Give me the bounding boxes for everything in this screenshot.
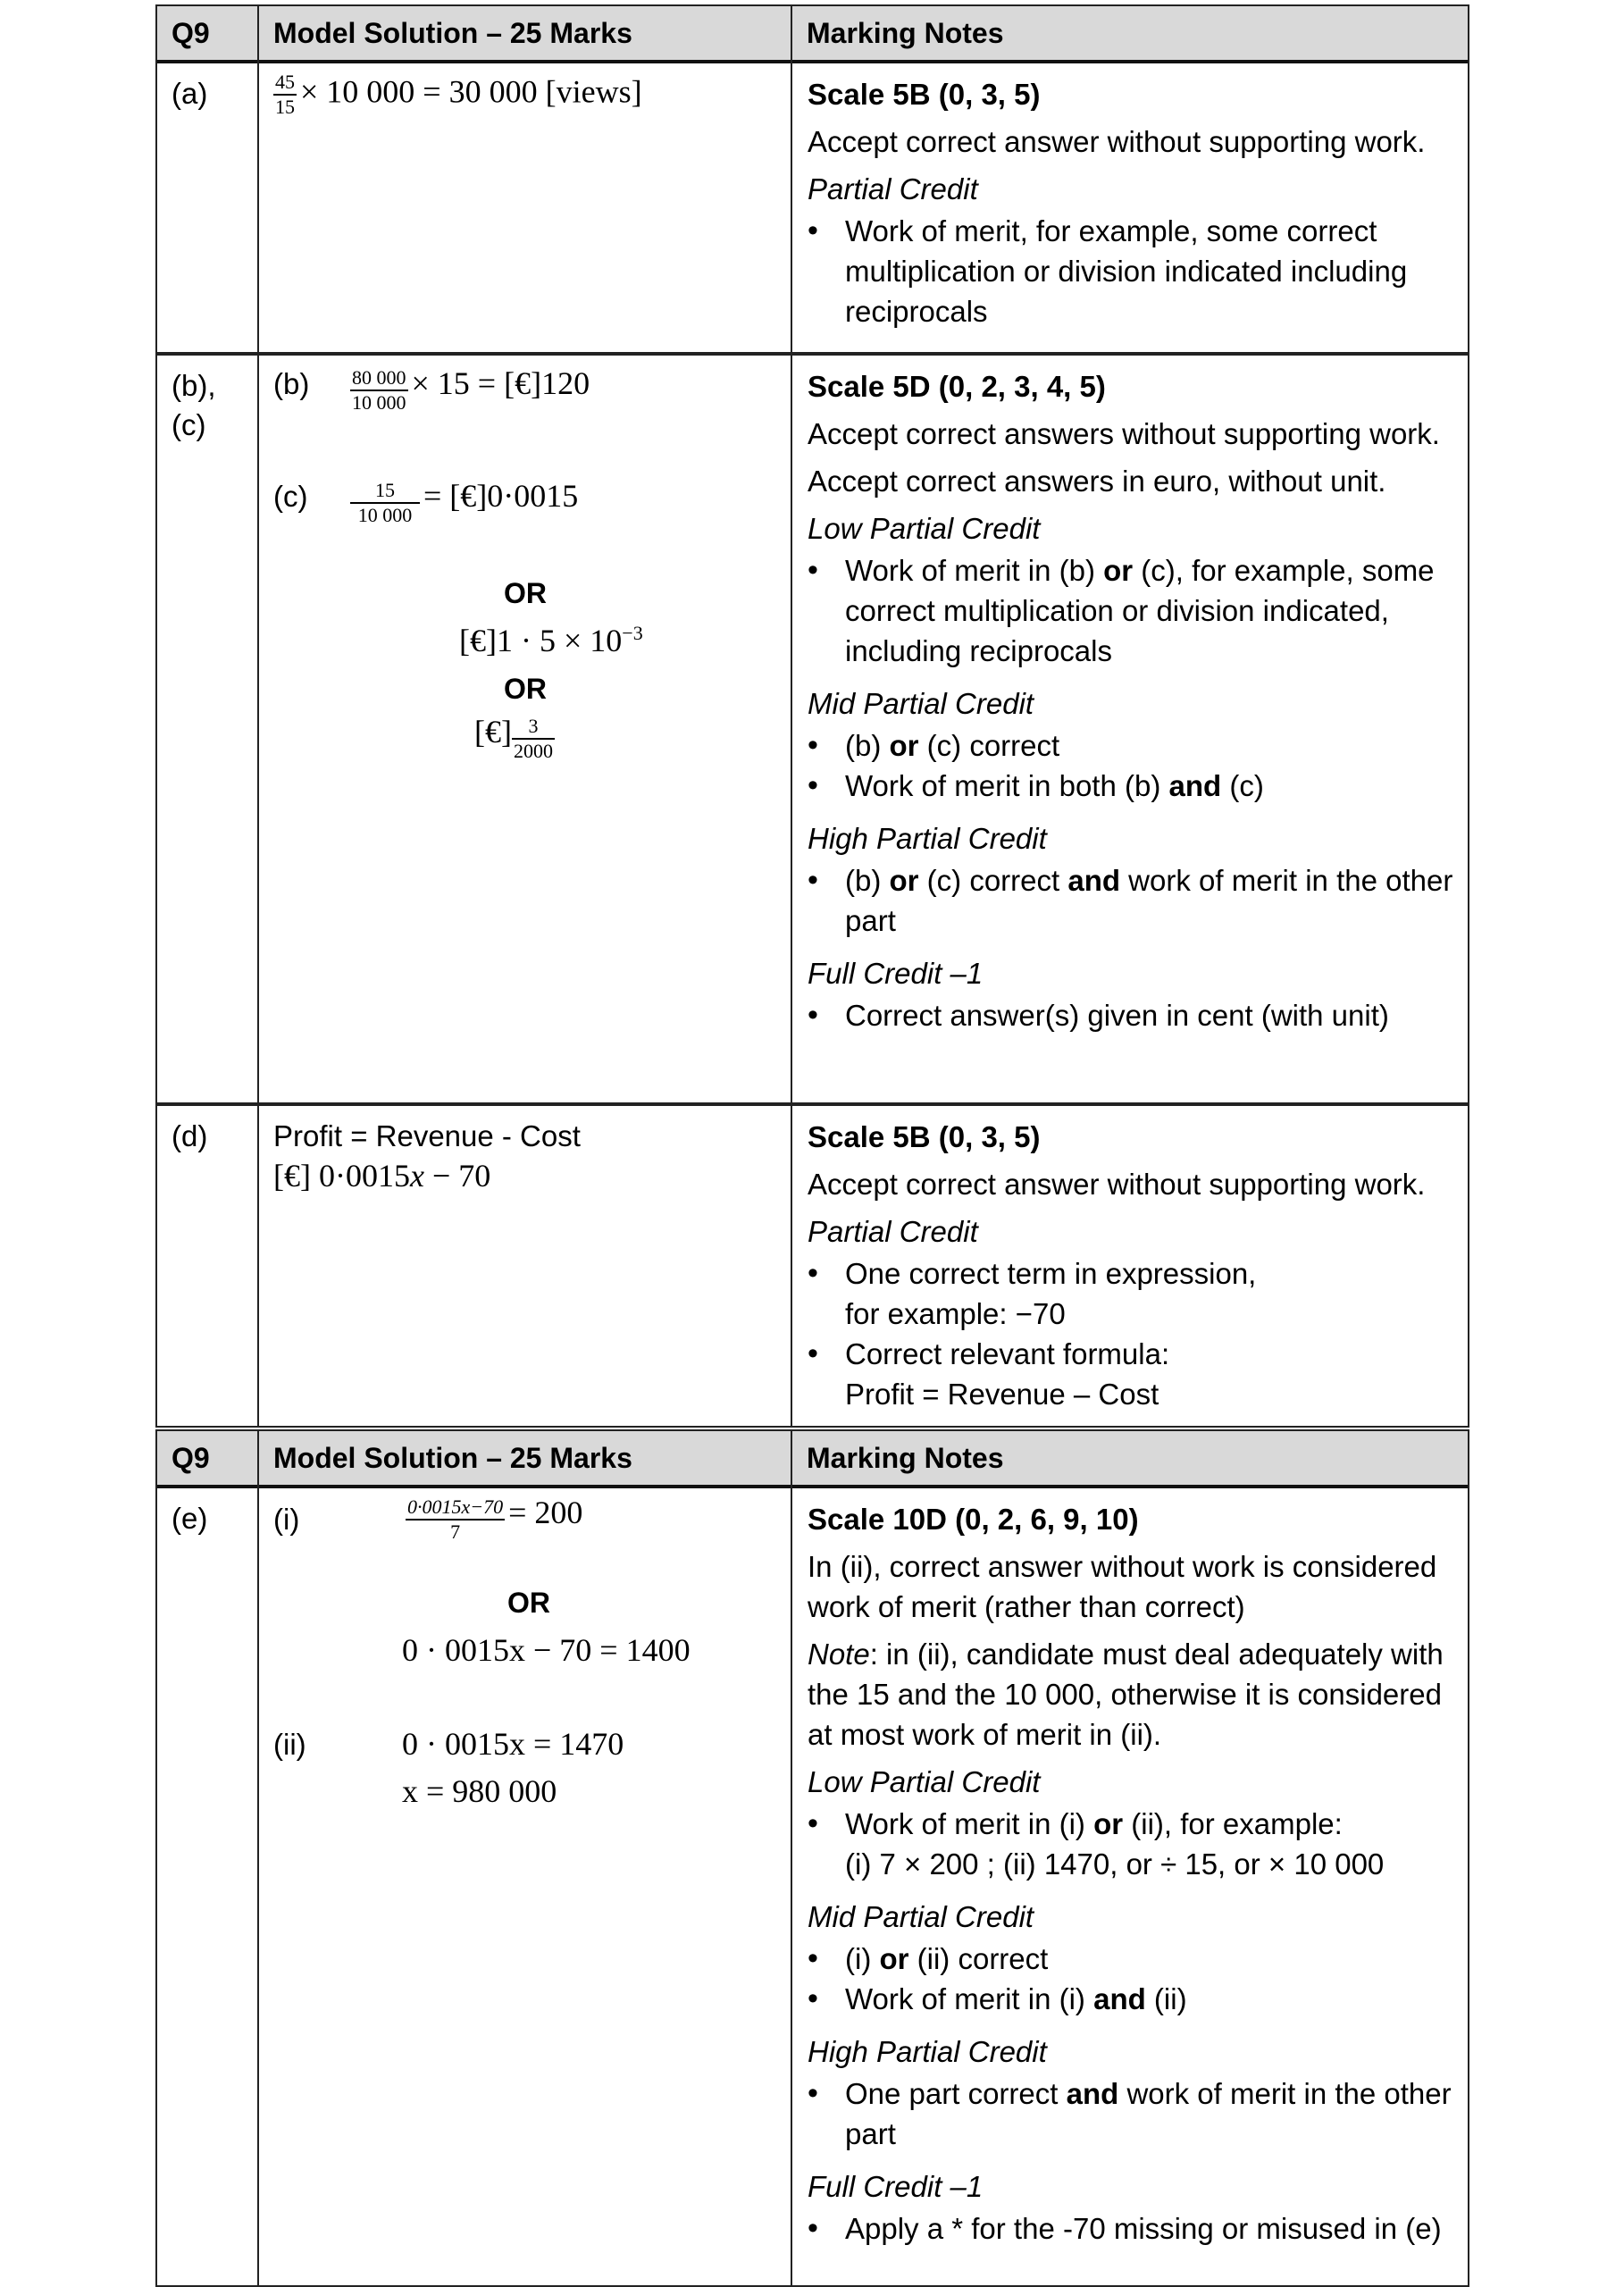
scale-label: Scale 10D (0, 2, 6, 9, 10)	[808, 1503, 1139, 1536]
table-header	[157, 6, 1468, 63]
or-label: OR	[504, 577, 547, 609]
bullet-item: • Correct relevant formula: Profit = Revenue – Cost	[845, 1334, 1460, 1414]
bullet-item: • Work of merit in (b) or (c), for example, some correct multiplication or division indicated, including reciprocals	[845, 550, 1460, 671]
row-d	[157, 1106, 1468, 1428]
solution-a: $\frac{45}{15}$ × 10 000 = 30 000 [views]	[275, 71, 642, 118]
solution-e-ii-line2: x = 980 000	[402, 1773, 557, 1809]
bullet-item: • Correct answer(s) given in cent (with unit)	[845, 995, 1460, 1035]
part-label: (d)	[172, 1119, 208, 1152]
alternative-answer-1: [€]1 · $5 \times 10^{-3}$	[459, 622, 643, 658]
notes-d: Scale 5B (0, 3, 5) Accept correct answer without supporting work. Partial Credit • One correct term in expression, for example: −70 • Correct relevant formula: Profit = Revenue – Cost	[808, 1117, 1460, 1427]
part-label: (a)	[172, 77, 208, 110]
bullet-item: • One correct term in expression, for example: −70	[845, 1253, 1460, 1334]
solution-e-i: $\frac{0\cdot 0015x-70}{7}$ = 200	[407, 1495, 583, 1543]
alternative-answer-2: [€] $\frac{3}{2000}$	[474, 714, 553, 762]
or-label: OR	[507, 1587, 550, 1619]
bullet-item: • Work of merit in both (b) and (c)	[845, 766, 1460, 806]
header-notes: Marking Notes	[807, 17, 1004, 49]
scale-label: Scale 5B (0, 3, 5)	[808, 78, 1041, 111]
scale-label: Scale 5B (0, 3, 5)	[808, 1120, 1041, 1153]
row-e	[157, 1488, 1468, 2283]
header-question: Q9	[172, 1442, 210, 1474]
header-solution: Model Solution – 25 Marks	[273, 17, 632, 49]
solution-e-ii-line1: 0 · 0015x = 1470	[402, 1726, 624, 1762]
header-solution: Model Solution – 25 Marks	[273, 1442, 632, 1474]
row-bc	[157, 356, 1468, 1108]
bullet-item: • (b) or (c) correct and work of merit in the other part	[845, 860, 1460, 941]
bullet-item: • Apply a * for the -70 missing or misused in (e)	[845, 2208, 1460, 2249]
solution-d: Profit = Revenue - Cost [€] 0·0015x − 70	[273, 1119, 581, 1194]
solution-c: (c) $\frac{15}{10 000}$ = [€]0·0015	[273, 478, 579, 526]
bullet-item: • Work of merit in (i) or (ii), for example: (i) 7 × 200 ; (ii) 1470, or ÷ 15, or × 10 000	[845, 1804, 1460, 1884]
bullet-item: • Work of merit, for example, some correct multiplication or division indicated including reciprocals	[845, 211, 1460, 331]
part-i-label: (i)	[273, 1503, 300, 1536]
part-label: (b), (c)	[172, 369, 216, 441]
notes-e: Scale 10D (0, 2, 6, 9, 10) In (ii), correct answer without work is considered work of merit (rather than correct) Note: in (ii), candidate must deal adequately with the 15 and the 10 000, otherwise it is considered at most work of merit in (ii). Low Partial Credit • Work of merit in (i) or (ii), for example: (i) 7 × 200 ; (ii) 1470, or ÷ 15, or × 10 000 Mid Partial Credit • (i) or (ii) correct • Work of merit in (i) and (ii) High Partial Credit • One part correct and work of merit in the other part Full Credit –1 • Apply a * for the -70 missing or misused in (e)	[808, 1499, 1460, 2261]
marking-scheme-table-2	[155, 1429, 1469, 2287]
header-question: Q9	[172, 17, 210, 49]
notes-bc: Scale 5D (0, 2, 3, 4, 5) Accept correct answers without supporting work. Accept correct answers in euro, without unit. Low Partial Credit • Work of merit in (b) or (c), for example, some correct multiplication or division indicated, including reciprocals Mid Partial Credit • (b) or (c) correct • Work of merit in both (b) and (c) High Partial Credit • (b) or (c) correct and work of merit in the other part Full Credit –1 • Correct answer(s) given in cent (with unit)	[808, 366, 1460, 1048]
table-header	[157, 1431, 1468, 1488]
scale-label: Scale 5D (0, 2, 3, 4, 5)	[808, 370, 1106, 403]
part-ii-label: (ii)	[273, 1728, 306, 1761]
or-label: OR	[504, 673, 547, 705]
fraction: $\frac{45}{15}$	[275, 71, 295, 118]
marking-scheme-table-1	[155, 4, 1469, 1428]
solution-e-i-alt: 0 · 0015x − 70 = 1400	[402, 1632, 691, 1668]
bullet-item: • (i) or (ii) correct	[845, 1939, 1460, 1979]
solution-b: (b) $\frac{80 000}{10 000}$ × 15 = [€]120	[273, 365, 590, 414]
row-a	[157, 63, 1468, 354]
bullet-item: • Work of merit in (i) and (ii)	[845, 1979, 1460, 2019]
part-label: (e)	[172, 1502, 208, 1535]
bullet-item: • (b) or (c) correct	[845, 725, 1460, 766]
notes-a: Scale 5B (0, 3, 5) Accept correct answer without supporting work. Partial Credit • Work of merit, for example, some correct multiplication or division indicated including reciprocals	[808, 74, 1460, 344]
bullet-item: • One part correct and work of merit in the other part	[845, 2073, 1460, 2154]
header-notes: Marking Notes	[807, 1442, 1004, 1474]
